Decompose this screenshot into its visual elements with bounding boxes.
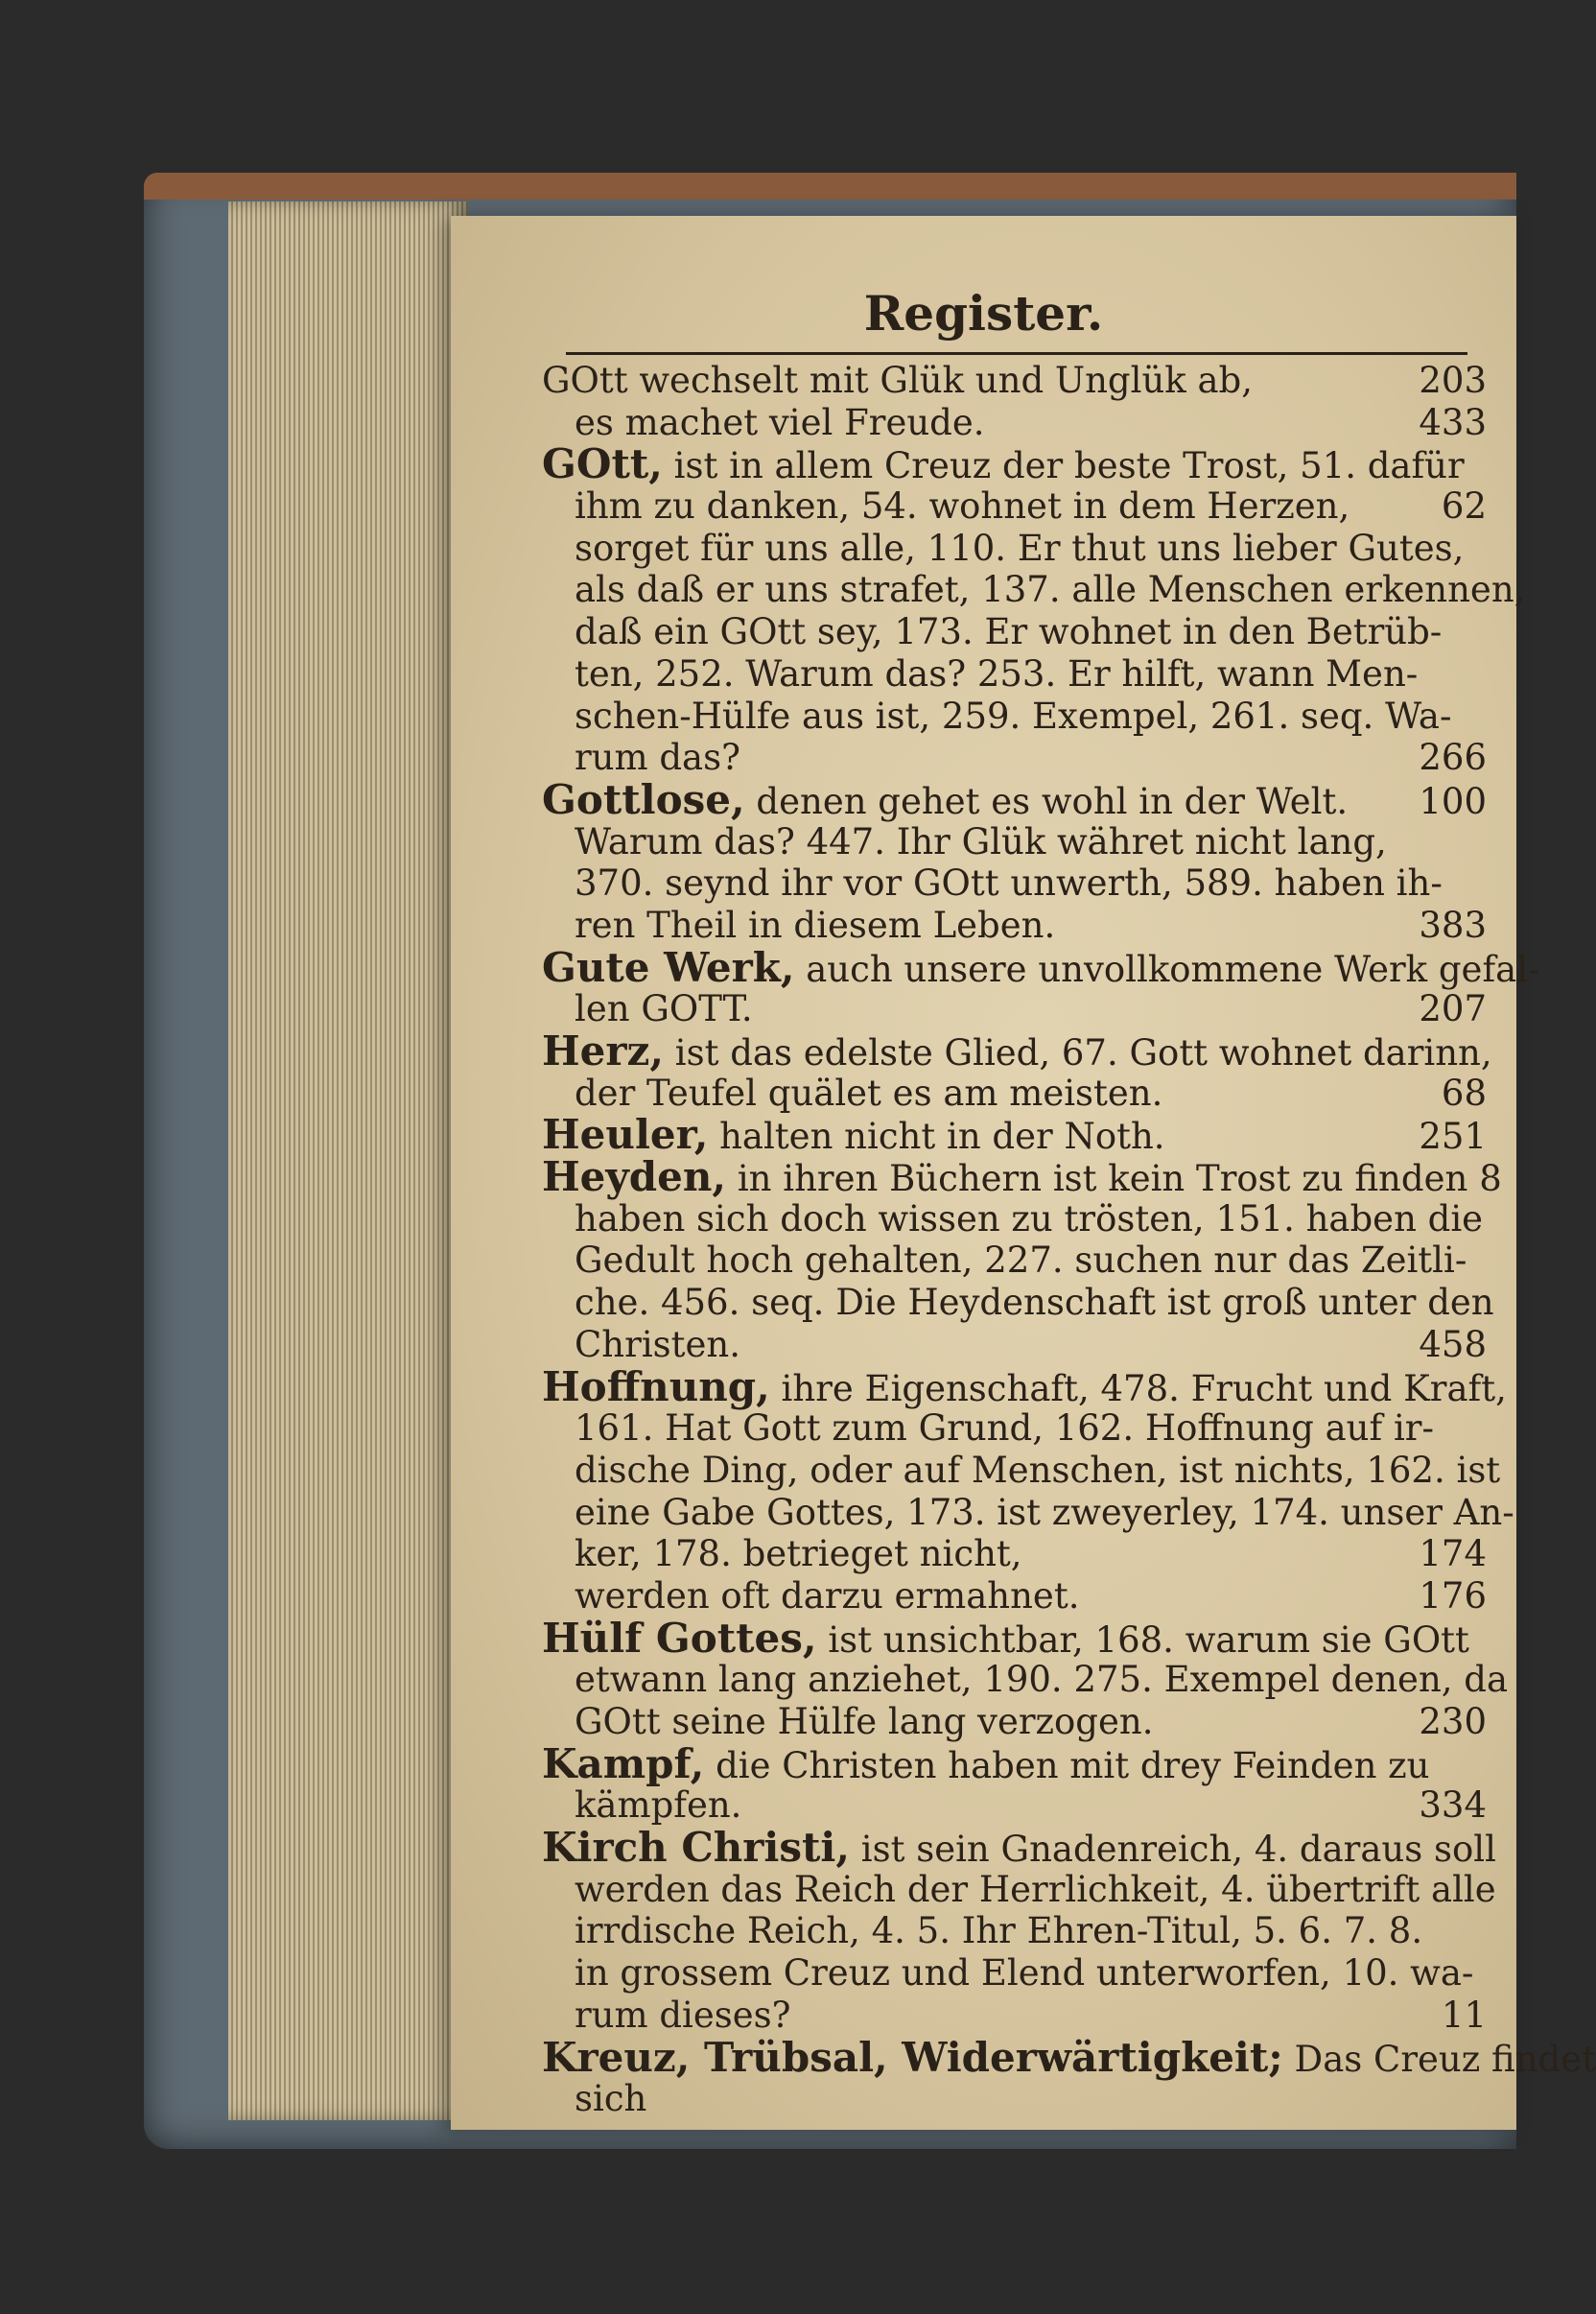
cover-edge — [144, 173, 1516, 200]
register-line — [542, 1739, 1487, 1787]
register-line — [542, 1868, 1496, 1911]
register-line — [542, 1240, 1487, 1282]
register-line — [542, 1824, 1496, 1872]
register-line — [542, 1659, 1509, 1701]
entry-text — [575, 1952, 1473, 1995]
entry-line-text: halten nicht in der Noth. — [719, 1116, 1165, 1158]
entry-text — [575, 1910, 1422, 1952]
entry-text — [575, 2078, 646, 2120]
register-line — [542, 1449, 1501, 1492]
header-rule — [566, 352, 1467, 355]
entry-headword: Kirch Christi, — [542, 1824, 850, 1872]
entry-headword: Heuler, — [542, 1111, 709, 1159]
entry-line-text: 161. Hat Gott zum Grund, 162. Hoffnung auf ir- — [575, 1407, 1434, 1450]
register-line — [542, 775, 1487, 823]
page-reference: 11 — [1441, 1994, 1487, 2036]
register-line — [542, 2033, 1596, 2081]
entry-line-text: len GOTT. — [575, 988, 753, 1030]
entry-text — [575, 1869, 1496, 1911]
entry-headword: Kreuz, Trübsal, Widerwärtigkeit; — [542, 2033, 1283, 2081]
register-line — [542, 1491, 1514, 1534]
entry-headword: Gottlose, — [542, 775, 745, 823]
entry-text — [575, 1784, 741, 1827]
page-reference: 207 — [1419, 988, 1487, 1030]
entry-line-text: rum dieses? — [575, 1994, 791, 2036]
register-line — [542, 1575, 1487, 1617]
entry-headword: Gute Werk, — [542, 943, 795, 991]
entry-line-text: rum das? — [575, 737, 740, 779]
register-line — [542, 611, 1487, 653]
entry-text — [542, 1739, 1430, 1787]
entry-line-text: irrdische Reich, 4. 5. Ihr Ehren-Titul, 5. 6. 7. 8. — [575, 1910, 1423, 1952]
entry-line-text: Das Creuz findet — [1294, 2038, 1596, 2080]
entry-line-text: es machet viel Freude. — [575, 401, 985, 443]
entry-line-text: als daß er uns strafet, 137. alle Menschen erkennen, — [575, 569, 1526, 611]
entry-text — [575, 611, 1442, 653]
register-line — [542, 943, 1540, 991]
entry-line-text: etwann lang anziehet, 190. 275. Exempel denen, da — [575, 1659, 1509, 1701]
entry-text — [542, 943, 1540, 991]
register-line — [542, 1407, 1487, 1450]
entry-text — [542, 440, 1465, 488]
entry-text — [575, 402, 985, 444]
register-line — [542, 1995, 1487, 2037]
entry-text — [575, 696, 1451, 738]
entry-text — [542, 775, 1349, 823]
register-line — [542, 821, 1487, 863]
entry-text — [575, 988, 753, 1030]
register-line — [542, 569, 1526, 611]
entry-headword: Hoffnung, — [542, 1362, 770, 1410]
entry-line-text: der Teufel quälet es am meisten. — [575, 1072, 1163, 1114]
entry-line-text: ist unsichtbar, 168. warum sie GOtt — [828, 1618, 1469, 1661]
entry-line-text: die Christen haben mit drey Feinden zu — [716, 1744, 1430, 1786]
entry-line-text: Gedult hoch gehalten, 227. suchen nur das Zeitli- — [575, 1240, 1467, 1282]
entry-line-text: ist in allem Creuz der beste Trost, 51. dafür — [673, 445, 1465, 487]
register-line — [542, 988, 1487, 1030]
entry-line-text: ren Theil in diesem Leben. — [575, 904, 1056, 946]
entry-text — [575, 737, 740, 779]
register-line — [542, 1701, 1487, 1743]
register-line — [542, 1910, 1487, 1952]
register-line — [542, 360, 1487, 402]
entry-text — [575, 1324, 740, 1366]
register-line — [542, 653, 1487, 696]
page-reference: 433 — [1419, 401, 1487, 443]
page-reference: 8 — [1479, 1158, 1502, 1200]
entry-headword: Herz, — [542, 1027, 665, 1074]
entry-line-text: Christen. — [575, 1323, 741, 1365]
register-line — [542, 1784, 1487, 1827]
register-line — [542, 1198, 1487, 1240]
page-reference: 458 — [1419, 1323, 1487, 1365]
register-text — [542, 360, 1596, 2120]
entry-line-text: in ihren Büchern ist kein Trost zu finden — [737, 1158, 1468, 1200]
page-reference: 251 — [1419, 1116, 1487, 1158]
entry-line-text: werden oft darzu ermahnet. — [575, 1574, 1080, 1617]
register-line — [542, 862, 1487, 905]
entry-text — [542, 1027, 1492, 1074]
page-reference: 62 — [1441, 485, 1487, 528]
register-line — [542, 1027, 1492, 1074]
entry-line-text: ihre Eigenschaft, 478. Frucht und Kraft, — [781, 1367, 1507, 1409]
register-line — [542, 1153, 1502, 1201]
page-reference: 383 — [1419, 904, 1487, 946]
entry-headword: Heyden, — [542, 1153, 727, 1201]
page-reference: 334 — [1419, 1784, 1487, 1827]
entry-text — [575, 569, 1525, 611]
page-reference: 176 — [1419, 1574, 1487, 1617]
entry-text — [575, 905, 1055, 947]
register-line — [542, 696, 1487, 738]
entry-line-text: ist sein Gnadenreich, 4. daraus soll — [860, 1829, 1496, 1871]
entry-line-text: ker, 178. betrieget nicht, — [575, 1533, 1022, 1575]
entry-line-text: eine Gabe Gottes, 173. ist zweyerley, 174. unser An- — [575, 1491, 1514, 1533]
register-line — [542, 737, 1487, 779]
entry-line-text: ihm zu danken, 54. wohnet in dem Herzen, — [575, 485, 1350, 528]
entry-text — [575, 528, 1464, 570]
entry-text — [575, 1282, 1494, 1324]
entry-line-text: haben sich doch wissen zu trösten, 151. haben die — [575, 1197, 1484, 1240]
entry-line-text: dische Ding, oder auf Menschen, ist nichts, 162. ist — [575, 1449, 1501, 1491]
entry-line-text: kämpfen. — [575, 1784, 742, 1827]
entry-text — [575, 485, 1350, 528]
entry-line-text: auch unsere unvollkommene Werk gefal- — [806, 948, 1540, 990]
register-line — [542, 485, 1487, 528]
entry-line-text: sorget für uns alle, 110. Er thut uns lieber Gutes, — [575, 527, 1465, 569]
entry-text — [575, 1198, 1483, 1240]
entry-line-text: ten, 252. Warum das? 253. Er hilft, wann Men- — [575, 652, 1419, 695]
entry-headword: Kampf, — [542, 1739, 705, 1787]
entry-text — [542, 360, 1253, 402]
page-reference: 100 — [1419, 780, 1487, 822]
page-edges — [228, 201, 468, 2120]
entry-line-text: che. 456. seq. Die Heydenschaft ist groß unter den — [575, 1282, 1494, 1324]
entry-text — [542, 1111, 1165, 1159]
entry-text — [575, 1450, 1500, 1492]
entry-text — [542, 2033, 1596, 2081]
entry-text — [575, 1533, 1022, 1575]
entry-text — [575, 1659, 1508, 1701]
register-line — [542, 1533, 1487, 1575]
entry-text — [575, 821, 1387, 863]
register-line — [542, 440, 1487, 488]
entry-line-text: 370. seynd ihr vor GOtt unwerth, 589. haben ih- — [575, 862, 1443, 905]
entry-headword: Hülf Gottes, — [542, 1614, 817, 1662]
entry-text — [575, 1407, 1434, 1450]
entry-text — [575, 653, 1418, 696]
entry-line-text: Warum das? 447. Ihr Glük währet nicht lang, — [575, 820, 1387, 862]
entry-text — [575, 1073, 1162, 1115]
register-page — [451, 216, 1596, 2130]
register-line — [542, 1282, 1494, 1324]
entry-text — [575, 1701, 1153, 1743]
running-title: Register. — [863, 285, 1104, 342]
entry-text — [542, 1824, 1496, 1872]
register-line — [542, 528, 1487, 570]
page-reference: 230 — [1419, 1701, 1487, 1742]
entry-headword: GOtt, — [542, 440, 663, 488]
register-line — [542, 1362, 1507, 1410]
register-line — [542, 1952, 1487, 1995]
entry-line-text: daß ein GOtt sey, 173. Er wohnet in den Betrüb- — [575, 611, 1443, 653]
entry-text — [575, 1492, 1514, 1534]
entry-text — [575, 862, 1443, 905]
entry-text — [575, 1995, 791, 2037]
register-line — [542, 1073, 1487, 1115]
register-line — [542, 1614, 1487, 1662]
page-reference: 266 — [1419, 737, 1487, 779]
entry-text — [542, 1614, 1469, 1662]
entry-text — [575, 1240, 1467, 1282]
register-line — [542, 1324, 1487, 1366]
entry-line-text: in grossem Creuz und Elend unterworfen, 10. wa- — [575, 1952, 1474, 1995]
register-line — [542, 2078, 1487, 2120]
page-reference: 68 — [1441, 1072, 1487, 1114]
entry-line-text: ist das edelste Glied, 67. Gott wohnet darinn, — [674, 1032, 1492, 1074]
register-line — [542, 402, 1487, 444]
entry-line-text: schen-Hülfe aus ist, 259. Exempel, 261. seq. Wa- — [575, 695, 1452, 737]
register-line — [542, 1111, 1487, 1159]
entry-line-text: werden das Reich der Herrlichkeit, 4. übertrift alle — [575, 1868, 1496, 1910]
entry-line-text: denen gehet es wohl in der Welt. — [756, 780, 1349, 822]
entry-line-text: GOtt wechselt mit Glük und Unglük ab, — [542, 360, 1253, 401]
page-reference: 174 — [1419, 1533, 1487, 1575]
entry-line-text: sich — [575, 2078, 647, 2120]
register-line — [542, 905, 1487, 947]
page-reference: 203 — [1419, 360, 1487, 401]
entry-text — [542, 1153, 1468, 1201]
entry-line-text: GOtt seine Hülfe lang verzogen. — [575, 1701, 1154, 1742]
entry-text — [542, 1362, 1507, 1410]
entry-text — [575, 1575, 1079, 1617]
